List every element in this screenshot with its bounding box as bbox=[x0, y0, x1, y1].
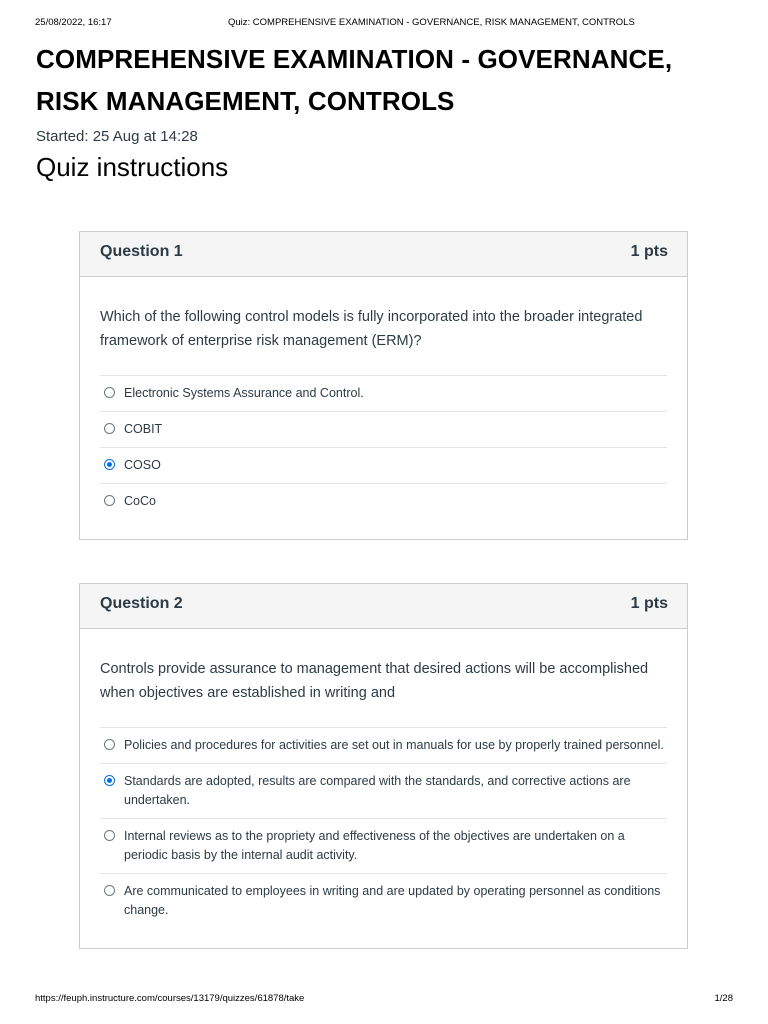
question-name: Question 2 bbox=[100, 595, 183, 612]
answer-option[interactable] bbox=[100, 728, 667, 764]
radio-button[interactable] bbox=[104, 423, 115, 434]
answer-label: Standards are adopted, results are compared with the standards, and corrective actions are undertaken. bbox=[124, 774, 631, 807]
answer-option[interactable] bbox=[100, 484, 667, 519]
radio-button[interactable] bbox=[104, 885, 115, 896]
footer-url: https://feuph.instructure.com/courses/13179/quizzes/61878/take bbox=[35, 993, 305, 1004]
radio-button[interactable] bbox=[104, 495, 115, 506]
question-body bbox=[80, 629, 687, 948]
radio-button[interactable] bbox=[104, 775, 115, 786]
question-2 bbox=[79, 583, 688, 949]
question-header bbox=[80, 232, 687, 277]
answer-option[interactable] bbox=[100, 448, 667, 484]
answer-label: Policies and procedures for activities are set out in manuals for use by properly trained personnel. bbox=[124, 738, 664, 752]
radio-button[interactable] bbox=[104, 459, 115, 470]
page-number: 1/28 bbox=[714, 993, 733, 1004]
question-header bbox=[80, 584, 687, 629]
answer-option[interactable] bbox=[100, 819, 667, 874]
quiz-title: COMPREHENSIVE EXAMINATION - GOVERNANCE, RISK MANAGEMENT, CONTROLS bbox=[36, 44, 673, 116]
answer-label: COBIT bbox=[124, 422, 163, 436]
answer-option[interactable] bbox=[100, 874, 667, 928]
answer-label: Are communicated to employees in writing and are updated by operating personnel as conditions change. bbox=[124, 884, 661, 917]
question-name: Question 1 bbox=[100, 243, 183, 260]
radio-button[interactable] bbox=[104, 830, 115, 841]
question-points: 1 pts bbox=[630, 595, 668, 612]
instructions-heading: Quiz instructions bbox=[36, 152, 229, 182]
question-body bbox=[80, 277, 687, 539]
radio-button[interactable] bbox=[104, 739, 115, 750]
answer-label: Electronic Systems Assurance and Control. bbox=[124, 386, 364, 400]
started-timestamp: Started: 25 Aug at 14:28 bbox=[36, 128, 198, 145]
question-1 bbox=[79, 231, 688, 540]
answer-label: COSO bbox=[124, 458, 161, 472]
answer-list bbox=[100, 375, 667, 519]
answer-option[interactable] bbox=[100, 764, 667, 819]
answer-list bbox=[100, 727, 667, 928]
radio-button[interactable] bbox=[104, 387, 115, 398]
print-title: Quiz: COMPREHENSIVE EXAMINATION - GOVERNANCE, RISK MANAGEMENT, CONTROLS bbox=[228, 17, 635, 28]
question-points: 1 pts bbox=[630, 243, 668, 260]
answer-label: Internal reviews as to the propriety and effectiveness of the objectives are undertaken on a periodic basis by the internal audit activity. bbox=[124, 829, 625, 862]
question-text: Which of the following control models is fully incorporated into the broader integrated framework of enterprise risk management (ERM)? bbox=[100, 309, 643, 349]
answer-label: CoCo bbox=[124, 494, 156, 508]
print-header bbox=[35, 17, 733, 31]
answer-option[interactable] bbox=[100, 376, 667, 412]
print-date: 25/08/2022, 16:17 bbox=[35, 17, 112, 28]
answer-option[interactable] bbox=[100, 412, 667, 448]
question-text: Controls provide assurance to management that desired actions will be accomplished when objectives are established in writing and bbox=[100, 661, 649, 701]
